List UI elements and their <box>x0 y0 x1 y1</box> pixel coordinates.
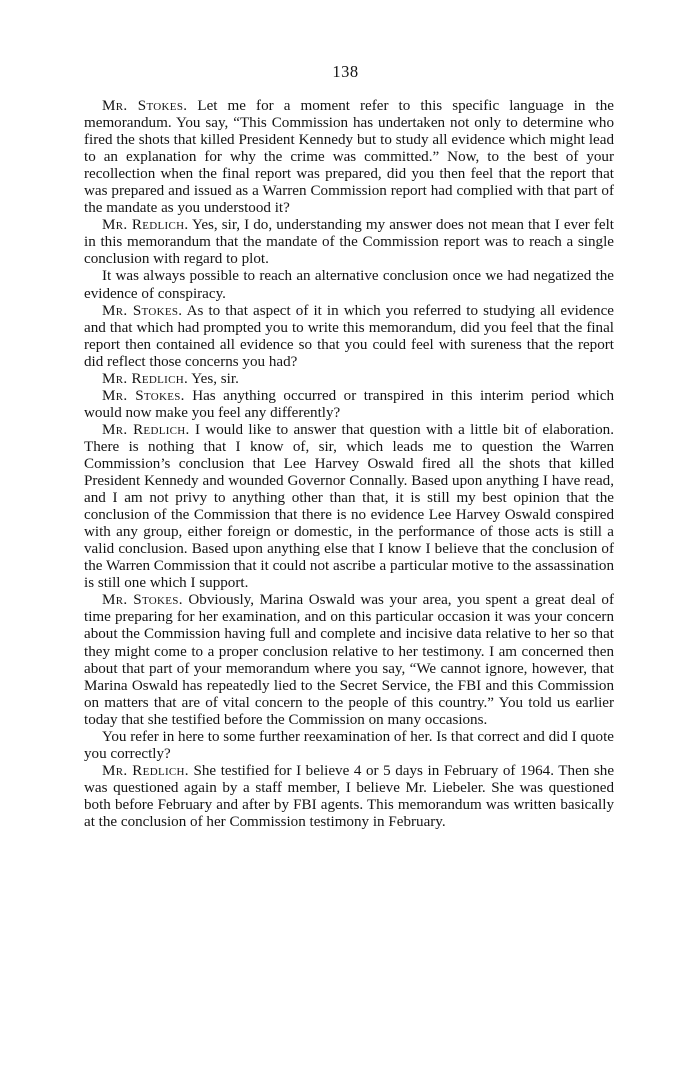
paragraph <box>84 303 614 371</box>
paragraph <box>84 729 614 763</box>
paragraph-text: Has anything occurred or transpired in this interim period which would now make you feel any differently? <box>84 387 614 421</box>
speaker-name: Mr. Redlich. <box>102 217 189 234</box>
speaker-name: Mr. Stokes. <box>102 98 188 114</box>
speaker-name: Mr. Redlich. <box>102 762 189 779</box>
paragraph-text: It was always possible to reach an alternative conclusion once we had negatized the evidence of conspiracy. <box>84 268 614 302</box>
paragraph <box>84 592 614 728</box>
paragraph-text: Yes, sir. <box>191 370 239 387</box>
paragraph <box>84 422 614 592</box>
paragraph-text: As to that aspect of it in which you referred to studying all evidence and that which had prompted you to write this memorandum, did you feel that the final report then contained all evidence so that you could feel with sureness that the report did reflect those concerns you had? <box>84 302 614 370</box>
paragraph <box>84 98 614 217</box>
speaker-name: Mr. Redlich. <box>102 421 190 438</box>
paragraph-text: Yes, sir, I do, understanding my answer does not mean that I ever felt in this memorandum that the mandate of the Commission report was to reach a single conclusion with regard to plot. <box>84 217 615 268</box>
speaker-name: Mr. Stokes. <box>102 592 183 609</box>
paragraph <box>84 371 614 388</box>
speaker-name: Mr. Redlich. <box>102 370 189 387</box>
paragraph-text: You refer in here to some further reexamination of her. Is that correct and did I quote you correctly? <box>84 728 614 762</box>
paragraph <box>84 268 614 302</box>
speaker-name: Mr. Stokes. <box>102 302 183 319</box>
testimony-text <box>84 98 614 831</box>
paragraph <box>84 763 614 831</box>
paragraph <box>84 388 614 422</box>
paragraph-text: I would like to answer that question with a little bit of elaboration. There is nothing that I know of, sir, which leads me to question the Warren Commission’s conclusion that Lee Harvey Oswald fired all the shots that killed President Kennedy and wounded Governor Connally. Based upon anything I have read, and I am not privy to anything other than that, it is still my best opinion that the conclusion of the Commission that there is no evidence Lee Harvey Oswald conspired with any group, either foreign or domestic, in the performance of those acts is still a valid conclusion. Based upon anything else that I know I believe that the conclusion of the Warren Commission that it could not ascribe a particular motive to the assassination is still one which I support. <box>84 421 614 592</box>
paragraph-text: Obviously, Marina Oswald was your area, you spent a great deal of time preparing for her examination, and on this particular occasion it was your concern about the Commission having full and complete and incisive data relative to her so that they might come to a proper conclusion relative to her testimony. I am concerned then about that part of your memorandum where you say, “We cannot ignore, however, that Marina Oswald has repeatedly lied to the Secret Service, the FBI and this Commission on matters that are of vital concern to the people of this country.” You told us earlier today that she testified before the Commission on many occasions. <box>84 592 614 728</box>
paragraph <box>84 217 614 268</box>
page-number: 138 <box>332 62 359 81</box>
paragraph-text: She testified for I believe 4 or 5 days in February of 1964. Then she was questioned again by a staff member, I believe Mr. Liebeler. She was questioned both before February and after by FBI agents. This memorandum was written basically at the conclusion of her Commission testimony in February. <box>84 762 615 830</box>
paragraph-text: Let me for a moment refer to this specific language in the memorandum. You say, “This Commission has undertaken not only to determine who fired the shots that killed President Kennedy but to study all evidence which might lead to an explanation for why the crime was committed.” Now, to the best of your recollection when the final report was prepared, did you then feel that the report that was prepared and issued as a Warren Commission report had complied with that part of the mandate as you understood it? <box>84 98 614 217</box>
speaker-name: Mr. Stokes. <box>102 387 185 404</box>
